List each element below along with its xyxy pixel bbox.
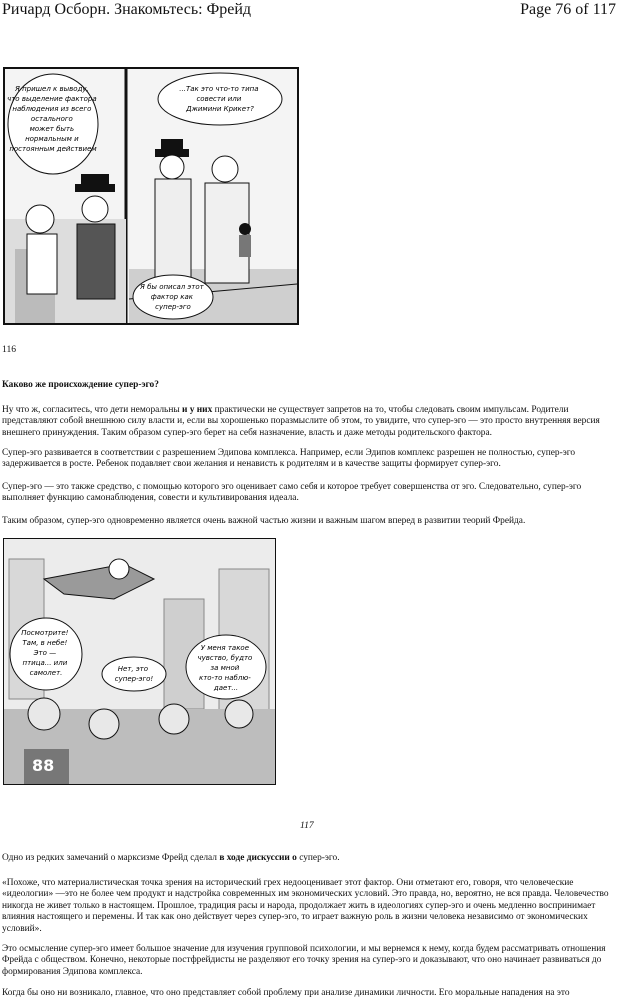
bubble-right-line: совести или [196, 95, 242, 103]
paragraph-3: Супер-эго — это также средство, с помощью которого эго оценивает само себя и которое требует совершенства от эго. Следовательно, супер-эго выполняет функцию самонаблюдения, совести и культивирования идеала. [2, 482, 582, 504]
bubble-a-line: Посмотрите! [21, 629, 69, 637]
bubble-left-line: постоянным действием [9, 145, 97, 153]
comic-panel-freud-jiminy [3, 67, 299, 325]
page-counter: Page 76 of 117 [520, 1, 616, 18]
section-heading: Каково же происхождение супер-эго? [2, 380, 159, 390]
header-title: Ричард Осборн. Знакомьтесь: Фрейд [2, 1, 252, 18]
bubble-right-line: ...Так это что-то типа [179, 85, 259, 93]
bubble-a-line: Это — [33, 649, 57, 657]
comic-illustration-2 [4, 539, 275, 784]
paragraph-8: Когда бы оно ни возникало, главное, что оно представляет собой проблему при анализе динамики личности. Его моральные нападения на это [2, 988, 570, 998]
bubble-left-line: остального [30, 115, 73, 123]
bubble-a-line: Там, в небе! [22, 639, 68, 647]
bubble-c-line: дает... [213, 684, 239, 692]
paragraph-5: Одно из редких замечаний о марксизме Фрейд сделал в ходе дискуссии о супер-эго. [2, 853, 340, 863]
bubble-left-line: Я пришел к выводу, [14, 85, 89, 93]
bubble-b-line: супер-эго! [114, 675, 154, 683]
bubble-bottom-line: Я бы описал этот [140, 283, 204, 291]
bubble-c-line: за мной [210, 664, 240, 672]
bubble-left-line: наблюдения из всего [12, 105, 92, 113]
comic-illustration-1 [5, 69, 297, 323]
bubble-b-line: Нет, это [117, 665, 149, 673]
paragraph-7: Это осмысление супер-эго имеет большое значение для изучения групповой психологии, и мы вернемся к нему, когда будем рассматривать отношения Фрейда с обществом. Конечно, некоторые постфрейдисты не разделяют его точку зрения на супер-эго и доказывают, что оно начинает развиваться до формирования Эдипова комплекса. [2, 944, 606, 977]
paragraph-2: Супер-эго развивается в соответствии с разрешением Эдипова комплекса. Например, если Эдипов комплекс разрешен не полностью, супер-эго задерживается в росте. Ребенок подавляет свои желания и ненависть к родителям и в качестве защиты формирует супер-эго. [2, 448, 576, 470]
page-number-117: 117 [300, 820, 314, 831]
paragraph-1: Ну что ж, согласитесь, что дети неморальны и у них практически не существует запретов на то, чтобы следовать своим импульсам. Родители представляют собой внешнюю силу власти и, если вы хорошенько поразмыслите об этом, то увидите, что супер-эго — это просто внутренняя версия внешнего принуждения. Таким образом супер-эго берет на себя назначение, власть и даже методы родительского фактора. [2, 405, 600, 438]
bubble-left-line: может быть [29, 125, 75, 133]
bubble-right-line: Джимини Крикет? [186, 105, 254, 113]
bubble-left-line: нормальным и [25, 135, 79, 143]
comic-panel-superego [3, 538, 276, 785]
bubble-c-line: У меня такое [200, 644, 250, 652]
page-number-116: 116 [2, 344, 17, 355]
bubble-left-line: что выделение фактора [7, 95, 97, 103]
jersey-number: 88 [32, 756, 55, 775]
bubble-a-line: птица... или [22, 659, 68, 667]
paragraph-4: Таким образом, супер-эго одновременно является очень важной частью жизни и важным шагом вперед в развитии теорий Фрейда. [2, 516, 526, 526]
paragraph-6: «Похоже, что материалистическая точка зрения на исторический грех недооценивает этот фактор. Они отметают его, говоря, что человеческие «идеологии» —это не более чем продукт и надстройка современных им экономических условий. Это правда, но, вероятно, не вся правда. Человечество никогда не живет только в настоящем. Прошлое, традиция расы и народа, продолжает жить в идеологиях супер-эго и очень медленно воспринимает влияния настоящего и перемены. И так как оно действует через супер-эго, то играет важную роль в жизни человека независимо от экономических условий». [2, 878, 609, 934]
bubble-a-line: самолет. [29, 669, 63, 677]
bubble-c-line: кто-то наблю- [198, 674, 251, 682]
bubble-bottom-line: супер-эго [155, 303, 191, 311]
bubble-c-line: чувство, будто [197, 654, 253, 662]
bubble-bottom-line: фактор как [150, 293, 194, 301]
